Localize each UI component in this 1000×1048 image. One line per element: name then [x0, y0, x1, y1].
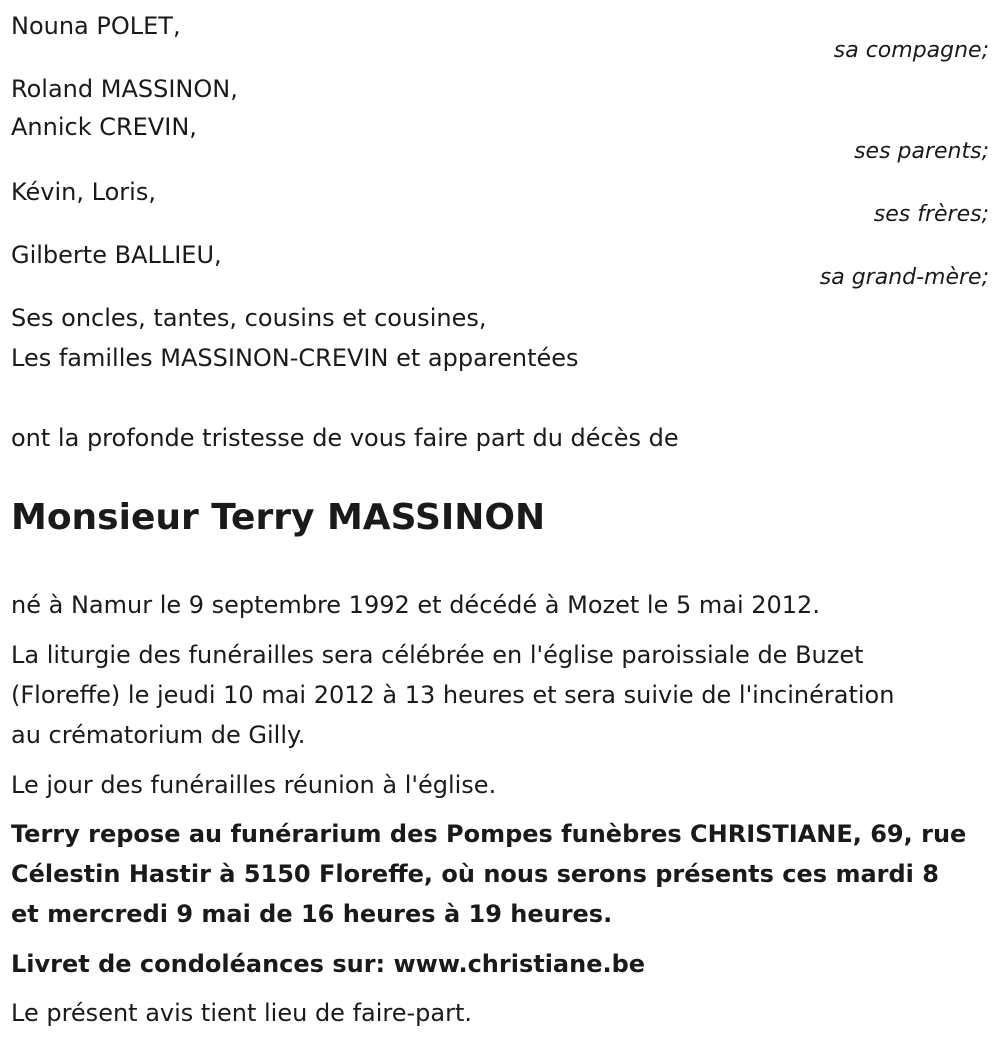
other-family-line: Ses oncles, tantes, cousins et cousines, — [11, 304, 487, 332]
family-companion — [11, 7, 989, 63]
grandmother-relation: sa grand-mère; — [819, 265, 989, 290]
birth-death-text: né à Namur le 9 septembre 1992 et décédé à Mozet le 5 mai 2012. — [11, 591, 820, 619]
meeting-text: Le jour des funérailles réunion à l'église. — [11, 771, 497, 799]
companion-relation: sa compagne; — [833, 38, 989, 63]
brothers-relation: ses frères; — [873, 202, 989, 227]
condolences — [11, 944, 989, 984]
liturgy-line: La liturgie des funérailles sera célébrée en l'église paroissiale de Buzet — [11, 641, 864, 669]
obituary-notice — [11, 0, 989, 1048]
brothers-names: Kévin, Loris, — [11, 178, 156, 206]
deceased-name: Monsieur Terry MASSINON — [11, 497, 546, 538]
condolences-text: Livret de condoléances sur: www.christiane.be — [11, 950, 646, 978]
grandmother-name: Gilberte BALLIEU, — [11, 241, 222, 269]
family-brothers — [11, 173, 989, 227]
notice — [11, 993, 989, 1033]
parent-name: Annick CREVIN, — [11, 113, 197, 141]
liturgy-line: (Floreffe) le jeudi 10 mai 2012 à 13 heures et sera suivie de l'incinération — [11, 681, 895, 709]
announcement-text: ont la profonde tristesse de vous faire part du décès de — [11, 424, 679, 452]
family-parents — [11, 70, 989, 164]
announcement — [11, 418, 989, 458]
birth-death — [11, 585, 989, 625]
visitation-line: et mercredi 9 mai de 16 heures à 19 heures. — [11, 900, 613, 928]
parents-relation: ses parents; — [854, 139, 989, 164]
meeting — [11, 765, 989, 805]
visitation-line: Terry repose au funérarium des Pompes funèbres CHRISTIANE, 69, rue — [11, 820, 967, 848]
family-grandmother — [11, 236, 989, 290]
companion-name: Nouna POLET, — [11, 12, 181, 40]
family-others — [11, 299, 989, 377]
other-family-line: Les familles MASSINON-CREVIN et apparentées — [11, 344, 579, 372]
visitation-line: Célestin Hastir à 5150 Floreffe, où nous serons présents ces mardi 8 — [11, 860, 939, 888]
liturgy-line: au crématorium de Gilly. — [11, 721, 306, 749]
notice-text: Le présent avis tient lieu de faire-part. — [11, 999, 473, 1027]
visitation-paragraph — [11, 814, 989, 934]
parent-name: Roland MASSINON, — [11, 75, 238, 103]
liturgy-paragraph — [11, 635, 989, 755]
